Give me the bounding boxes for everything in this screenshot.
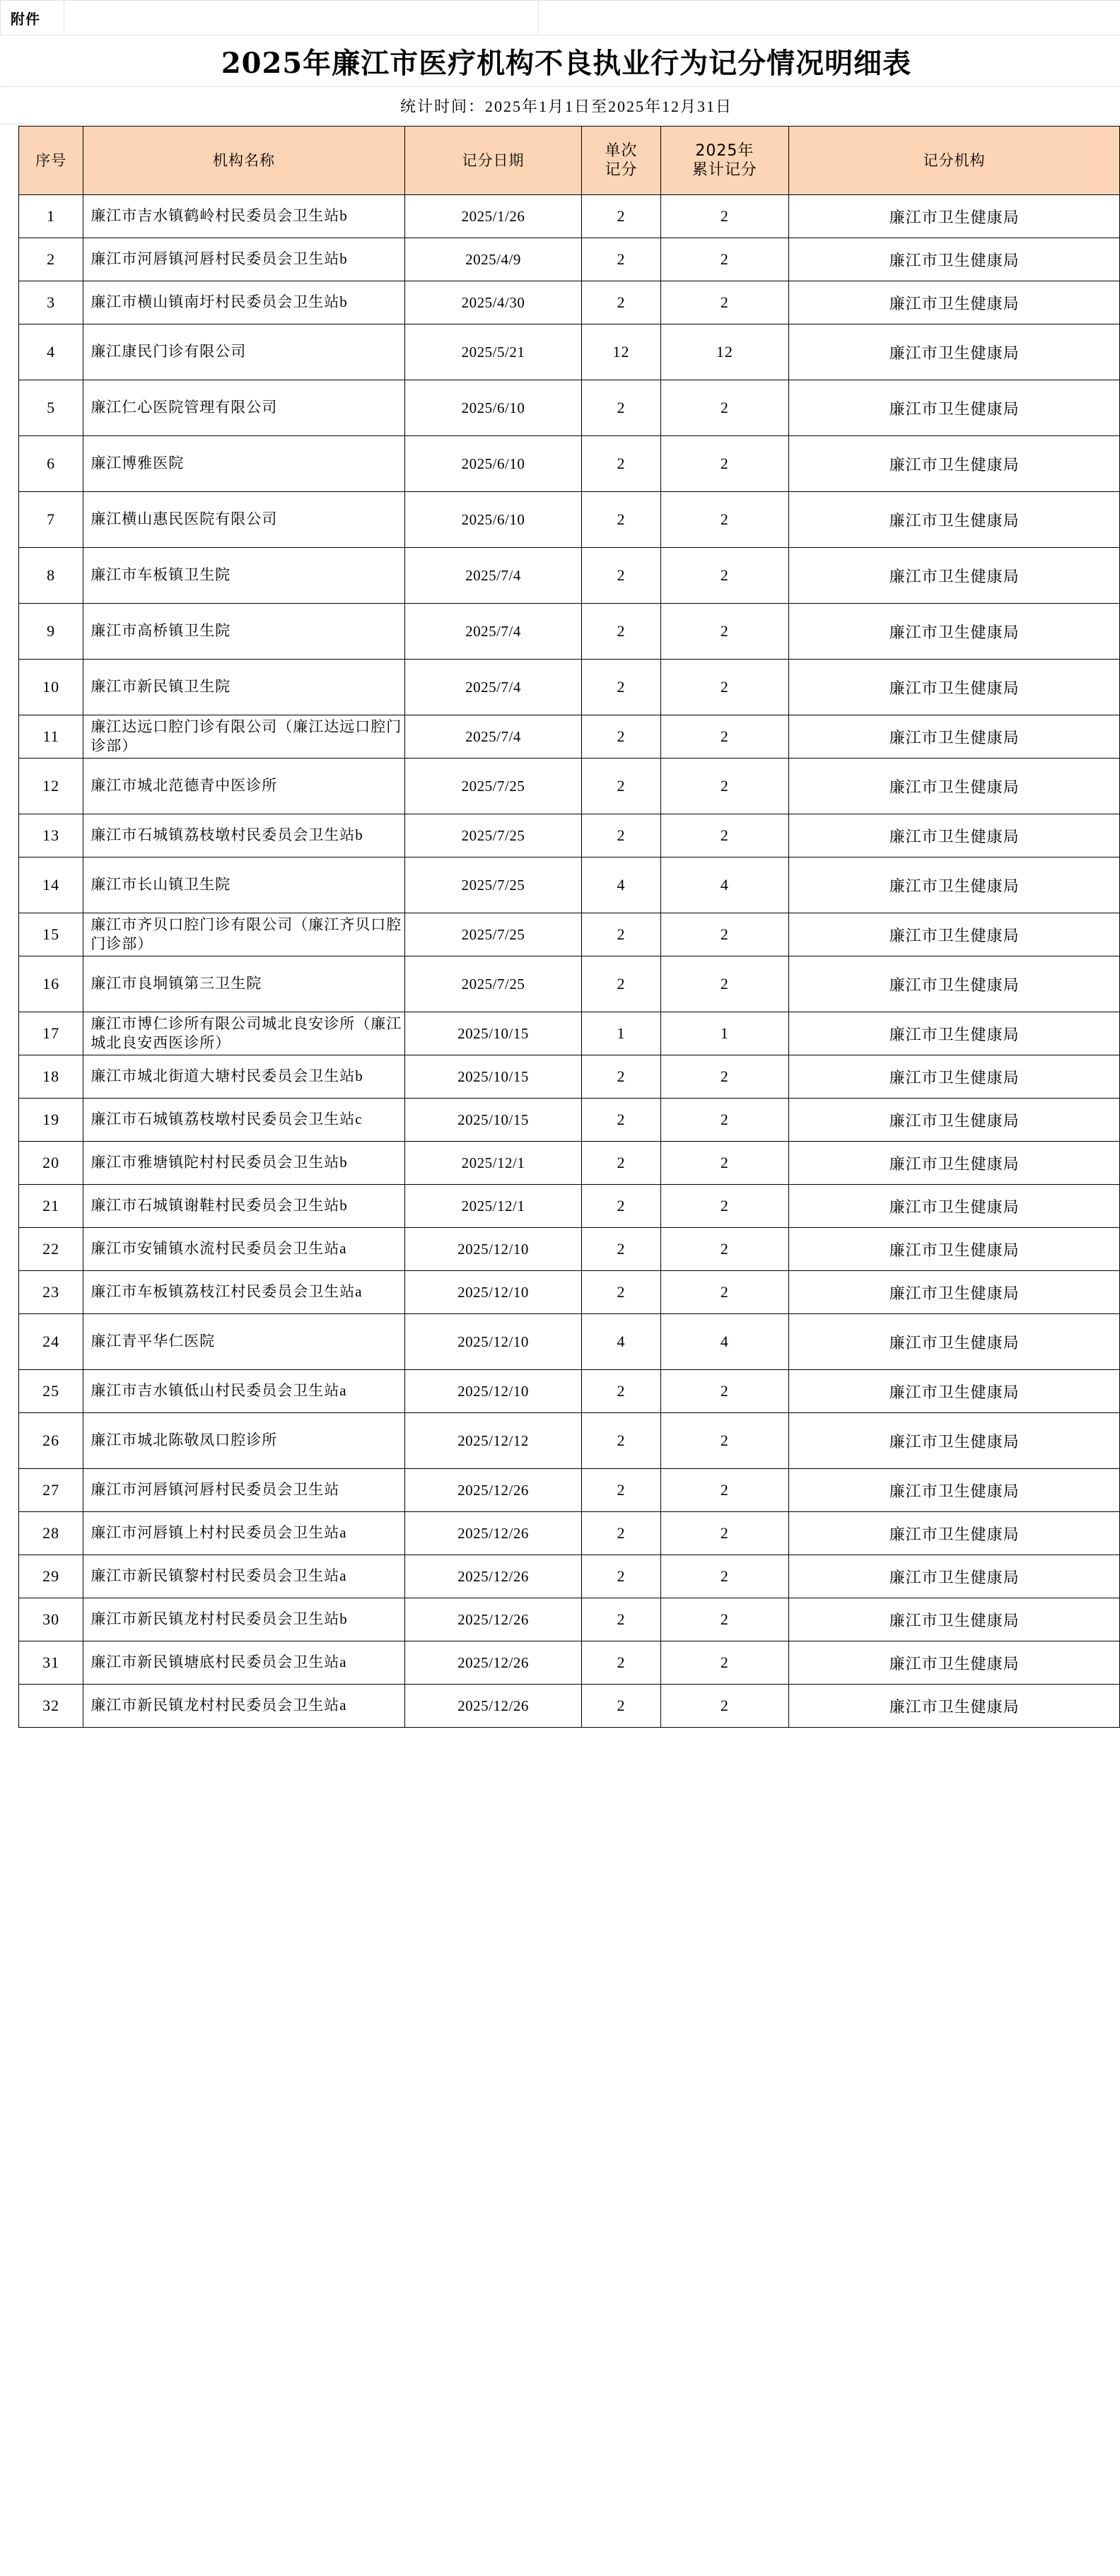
table-row [19,324,1120,380]
cell-scoring-org: 廉江市卫生健康局 [789,1512,1120,1555]
cell-scoring-org: 廉江市卫生健康局 [789,1314,1120,1370]
cell-index: 26 [19,1413,83,1469]
cell-index: 21 [19,1185,83,1228]
cell-scoring-org: 廉江市卫生健康局 [789,548,1120,604]
cell-single-score: 2 [582,1685,660,1728]
cell-accumulated-score: 2 [660,1185,789,1228]
table-header [19,127,1120,195]
cell-score-date: 2025/5/21 [404,324,582,380]
cell-single-score: 2 [582,1099,660,1142]
cell-scoring-org: 廉江市卫生健康局 [789,1185,1120,1228]
table-row [19,1641,1120,1685]
cell-single-score: 4 [582,1314,660,1370]
cell-score-date: 2025/12/1 [404,1142,582,1185]
cell-institution-name: 廉江市新民镇黎村村民委员会卫生站a [83,1555,404,1598]
cell-single-score: 2 [582,1641,660,1685]
cell-accumulated-score: 2 [660,1142,789,1185]
cell-score-date: 2025/12/26 [404,1598,582,1641]
cell-scoring-org: 廉江市卫生健康局 [789,1271,1120,1314]
cell-index: 19 [19,1099,83,1142]
table-row [19,1469,1120,1512]
cell-institution-name: 廉江市横山镇南圩村民委员会卫生站b [83,281,404,324]
table-row [19,759,1120,814]
column-header-date: 记分日期 [404,127,582,195]
cell-index: 12 [19,759,83,814]
cell-scoring-org: 廉江市卫生健康局 [789,715,1120,759]
cell-institution-name: 廉江市新民镇卫生院 [83,660,404,715]
table-row [19,1055,1120,1099]
cell-institution-name: 廉江市车板镇荔枝江村民委员会卫生站a [83,1271,404,1314]
table-row [19,1271,1120,1314]
cell-index: 10 [19,660,83,715]
cell-single-score: 2 [582,380,660,436]
cell-accumulated-score: 2 [660,1555,789,1598]
cell-score-date: 2025/7/25 [404,857,582,913]
cell-accumulated-score: 2 [660,715,789,759]
cell-scoring-org: 廉江市卫生健康局 [789,195,1120,238]
cell-scoring-org: 廉江市卫生健康局 [789,380,1120,436]
cell-institution-name: 廉江市博仁诊所有限公司城北良安诊所（廉江城北良安西医诊所） [83,1012,404,1055]
table-row [19,548,1120,604]
cell-institution-name: 廉江康民门诊有限公司 [83,324,404,380]
cell-index: 28 [19,1512,83,1555]
cell-score-date: 2025/12/26 [404,1469,582,1512]
cell-score-date: 2025/1/26 [404,195,582,238]
cell-single-score: 2 [582,548,660,604]
cell-single-score: 2 [582,195,660,238]
cell-scoring-org: 廉江市卫生健康局 [789,1012,1120,1055]
cell-index: 13 [19,814,83,857]
cell-accumulated-score: 2 [660,814,789,857]
cell-score-date: 2025/7/4 [404,604,582,660]
cell-single-score: 2 [582,281,660,324]
cell-accumulated-score: 2 [660,1641,789,1685]
table-row [19,814,1120,857]
cell-scoring-org: 廉江市卫生健康局 [789,492,1120,548]
title-row [1,35,1120,87]
table-row [19,604,1120,660]
cell-index: 5 [19,380,83,436]
cell-scoring-org: 廉江市卫生健康局 [789,1370,1120,1413]
cell-index: 29 [19,1555,83,1598]
cell-scoring-org: 廉江市卫生健康局 [789,1555,1120,1598]
cell-score-date: 2025/12/26 [404,1685,582,1728]
cell-index: 17 [19,1012,83,1055]
cell-index: 4 [19,324,83,380]
table-row [19,195,1120,238]
column-header-accumulated-score-line1: 2025年 [695,141,754,160]
column-header-name: 机构名称 [83,127,404,195]
cell-institution-name: 廉江市安铺镇水流村民委员会卫生站a [83,1228,404,1271]
cell-score-date: 2025/6/10 [404,380,582,436]
cell-single-score: 2 [582,604,660,660]
cell-accumulated-score: 2 [660,1685,789,1728]
cell-institution-name: 廉江市新民镇塘底村民委员会卫生站a [83,1641,404,1685]
cell-single-score: 2 [582,238,660,281]
cell-single-score: 2 [582,715,660,759]
cell-institution-name: 廉江市河唇镇上村村民委员会卫生站a [83,1512,404,1555]
cell-accumulated-score: 2 [660,1469,789,1512]
cell-score-date: 2025/7/25 [404,759,582,814]
cell-institution-name: 廉江市齐贝口腔门诊有限公司（廉江齐贝口腔门诊部） [83,913,404,956]
cell-single-score: 2 [582,759,660,814]
cell-scoring-org: 廉江市卫生健康局 [789,1469,1120,1512]
cell-index: 8 [19,548,83,604]
cell-single-score: 2 [582,1598,660,1641]
cell-scoring-org: 廉江市卫生健康局 [789,1142,1120,1185]
cell-institution-name: 廉江达远口腔门诊有限公司（廉江达远口腔门诊部） [83,715,404,759]
document-header-grid [0,0,1120,124]
cell-index: 7 [19,492,83,548]
cell-accumulated-score: 2 [660,1598,789,1641]
cell-single-score: 2 [582,1370,660,1413]
table-row [19,1142,1120,1185]
cell-score-date: 2025/10/15 [404,1055,582,1099]
cell-index: 31 [19,1641,83,1685]
table-row [19,281,1120,324]
cell-accumulated-score: 2 [660,238,789,281]
table-row [19,1685,1120,1728]
cell-scoring-org: 廉江市卫生健康局 [789,660,1120,715]
cell-scoring-org: 廉江市卫生健康局 [789,604,1120,660]
cell-score-date: 2025/12/10 [404,1314,582,1370]
cell-accumulated-score: 1 [660,1012,789,1055]
cell-institution-name: 廉江市城北陈敬凤口腔诊所 [83,1413,404,1469]
cell-index: 18 [19,1055,83,1099]
cell-institution-name: 廉江市长山镇卫生院 [83,857,404,913]
cell-score-date: 2025/7/4 [404,660,582,715]
cell-score-date: 2025/12/1 [404,1185,582,1228]
table-row [19,1012,1120,1055]
cell-institution-name: 廉江市石城镇谢鞋村民委员会卫生站b [83,1185,404,1228]
column-header-single-score [582,127,660,195]
cell-accumulated-score: 2 [660,1512,789,1555]
cell-institution-name: 廉江市车板镇卫生院 [83,548,404,604]
cell-score-date: 2025/12/12 [404,1413,582,1469]
cell-score-date: 2025/7/25 [404,956,582,1012]
records-table [18,126,1120,1728]
table-row [19,1413,1120,1469]
cell-accumulated-score: 2 [660,1099,789,1142]
cell-single-score: 2 [582,1469,660,1512]
cell-accumulated-score: 4 [660,1314,789,1370]
attachment-label: 附件 [1,1,64,35]
cell-scoring-org: 廉江市卫生健康局 [789,1099,1120,1142]
cell-score-date: 2025/7/25 [404,913,582,956]
cell-institution-name: 廉江市石城镇荔枝墩村民委员会卫生站c [83,1099,404,1142]
cell-institution-name: 廉江博雅医院 [83,436,404,492]
cell-single-score: 2 [582,1055,660,1099]
cell-single-score: 2 [582,1142,660,1185]
cell-score-date: 2025/7/4 [404,715,582,759]
cell-index: 23 [19,1271,83,1314]
cell-scoring-org: 廉江市卫生健康局 [789,956,1120,1012]
cell-scoring-org: 廉江市卫生健康局 [789,857,1120,913]
cell-scoring-org: 廉江市卫生健康局 [789,913,1120,956]
cell-scoring-org: 廉江市卫生健康局 [789,238,1120,281]
page-title: 2025年廉江市医疗机构不良执业行为记分情况明细表 [1,35,1120,87]
table-header-row [19,127,1120,195]
cell-single-score: 12 [582,324,660,380]
cell-index: 20 [19,1142,83,1185]
cell-institution-name: 廉江市良垌镇第三卫生院 [83,956,404,1012]
cell-institution-name: 廉江市城北范德青中医诊所 [83,759,404,814]
cell-accumulated-score: 2 [660,195,789,238]
cell-accumulated-score: 2 [660,956,789,1012]
cell-institution-name: 廉江市高桥镇卫生院 [83,604,404,660]
table-row [19,1555,1120,1598]
column-header-accumulated-score-line2: 累计记分 [692,161,757,179]
table-row [19,1598,1120,1641]
cell-index: 24 [19,1314,83,1370]
cell-accumulated-score: 2 [660,1413,789,1469]
cell-score-date: 2025/10/15 [404,1099,582,1142]
cell-score-date: 2025/12/10 [404,1370,582,1413]
cell-accumulated-score: 2 [660,913,789,956]
cell-score-date: 2025/12/10 [404,1228,582,1271]
table-row [19,1314,1120,1370]
cell-score-date: 2025/6/10 [404,492,582,548]
cell-institution-name: 廉江市吉水镇低山村民委员会卫生站a [83,1370,404,1413]
cell-accumulated-score: 2 [660,1228,789,1271]
cell-single-score: 2 [582,913,660,956]
table-body [19,195,1120,1728]
cell-single-score: 2 [582,956,660,1012]
cell-single-score: 2 [582,1512,660,1555]
cell-score-date: 2025/4/30 [404,281,582,324]
table-row [19,238,1120,281]
cell-index: 32 [19,1685,83,1728]
cell-single-score: 2 [582,1185,660,1228]
cell-score-date: 2025/10/15 [404,1012,582,1055]
attachment-row [1,1,1120,35]
column-header-org: 记分机构 [789,127,1120,195]
cell-index: 9 [19,604,83,660]
cell-index: 1 [19,195,83,238]
cell-accumulated-score: 2 [660,548,789,604]
cell-scoring-org: 廉江市卫生健康局 [789,436,1120,492]
cell-index: 3 [19,281,83,324]
column-header-single-score-line2: 记分 [605,161,638,179]
cell-index: 14 [19,857,83,913]
cell-accumulated-score: 4 [660,857,789,913]
cell-score-date: 2025/12/26 [404,1555,582,1598]
cell-scoring-org: 廉江市卫生健康局 [789,1228,1120,1271]
cell-accumulated-score: 2 [660,660,789,715]
cell-scoring-org: 廉江市卫生健康局 [789,324,1120,380]
cell-accumulated-score: 2 [660,604,789,660]
cell-index: 27 [19,1469,83,1512]
table-row [19,1370,1120,1413]
cell-institution-name: 廉江市石城镇荔枝墩村民委员会卫生站b [83,814,404,857]
cell-score-date: 2025/4/9 [404,238,582,281]
cell-index: 2 [19,238,83,281]
table-row [19,1185,1120,1228]
cell-index: 22 [19,1228,83,1271]
cell-institution-name: 廉江市雅塘镇陀村村民委员会卫生站b [83,1142,404,1185]
column-header-index: 序号 [19,127,83,195]
blank-cell [539,1,1120,35]
cell-institution-name: 廉江横山惠民医院有限公司 [83,492,404,548]
cell-institution-name: 廉江市河唇镇河唇村民委员会卫生站 [83,1469,404,1512]
cell-accumulated-score: 2 [660,1271,789,1314]
cell-scoring-org: 廉江市卫生健康局 [789,814,1120,857]
cell-institution-name: 廉江市新民镇龙村村民委员会卫生站b [83,1598,404,1641]
cell-accumulated-score: 2 [660,281,789,324]
table-row [19,956,1120,1012]
table-row [19,913,1120,956]
cell-accumulated-score: 2 [660,380,789,436]
cell-score-date: 2025/12/10 [404,1271,582,1314]
table-row [19,660,1120,715]
cell-single-score: 2 [582,1413,660,1469]
table-row [19,436,1120,492]
statistics-period-subtitle: 统计时间：2025年1月1日至2025年12月31日 [1,87,1120,124]
cell-score-date: 2025/7/25 [404,814,582,857]
cell-index: 11 [19,715,83,759]
cell-single-score: 2 [582,1228,660,1271]
cell-single-score: 2 [582,660,660,715]
cell-index: 30 [19,1598,83,1641]
column-header-single-score-line1: 单次 [605,141,638,160]
blank-cell [64,1,539,35]
cell-institution-name: 廉江仁心医院管理有限公司 [83,380,404,436]
cell-institution-name: 廉江市新民镇龙村村民委员会卫生站a [83,1685,404,1728]
cell-scoring-org: 廉江市卫生健康局 [789,1055,1120,1099]
cell-index: 16 [19,956,83,1012]
cell-institution-name: 廉江青平华仁医院 [83,1314,404,1370]
cell-scoring-org: 廉江市卫生健康局 [789,281,1120,324]
cell-single-score: 2 [582,436,660,492]
cell-single-score: 1 [582,1012,660,1055]
cell-accumulated-score: 12 [660,324,789,380]
table-row [19,857,1120,913]
cell-accumulated-score: 2 [660,1055,789,1099]
column-header-accumulated-score [660,127,789,195]
cell-score-date: 2025/6/10 [404,436,582,492]
cell-score-date: 2025/12/26 [404,1512,582,1555]
cell-scoring-org: 廉江市卫生健康局 [789,759,1120,814]
cell-single-score: 2 [582,1555,660,1598]
table-row [19,1228,1120,1271]
cell-single-score: 4 [582,857,660,913]
cell-index: 25 [19,1370,83,1413]
cell-scoring-org: 廉江市卫生健康局 [789,1413,1120,1469]
cell-scoring-org: 廉江市卫生健康局 [789,1598,1120,1641]
cell-scoring-org: 廉江市卫生健康局 [789,1685,1120,1728]
cell-single-score: 2 [582,814,660,857]
table-row [19,492,1120,548]
cell-score-date: 2025/7/4 [404,548,582,604]
cell-score-date: 2025/12/26 [404,1641,582,1685]
cell-accumulated-score: 2 [660,436,789,492]
cell-institution-name: 廉江市河唇镇河唇村民委员会卫生站b [83,238,404,281]
cell-accumulated-score: 2 [660,492,789,548]
subtitle-row [1,87,1120,124]
cell-index: 6 [19,436,83,492]
table-row [19,380,1120,436]
cell-single-score: 2 [582,492,660,548]
cell-index: 15 [19,913,83,956]
cell-accumulated-score: 2 [660,1370,789,1413]
table-row [19,1099,1120,1142]
cell-institution-name: 廉江市吉水镇鹤岭村民委员会卫生站b [83,195,404,238]
cell-scoring-org: 廉江市卫生健康局 [789,1641,1120,1685]
cell-single-score: 2 [582,1271,660,1314]
table-row [19,1512,1120,1555]
cell-institution-name: 廉江市城北街道大塘村民委员会卫生站b [83,1055,404,1099]
table-row [19,715,1120,759]
cell-accumulated-score: 2 [660,759,789,814]
